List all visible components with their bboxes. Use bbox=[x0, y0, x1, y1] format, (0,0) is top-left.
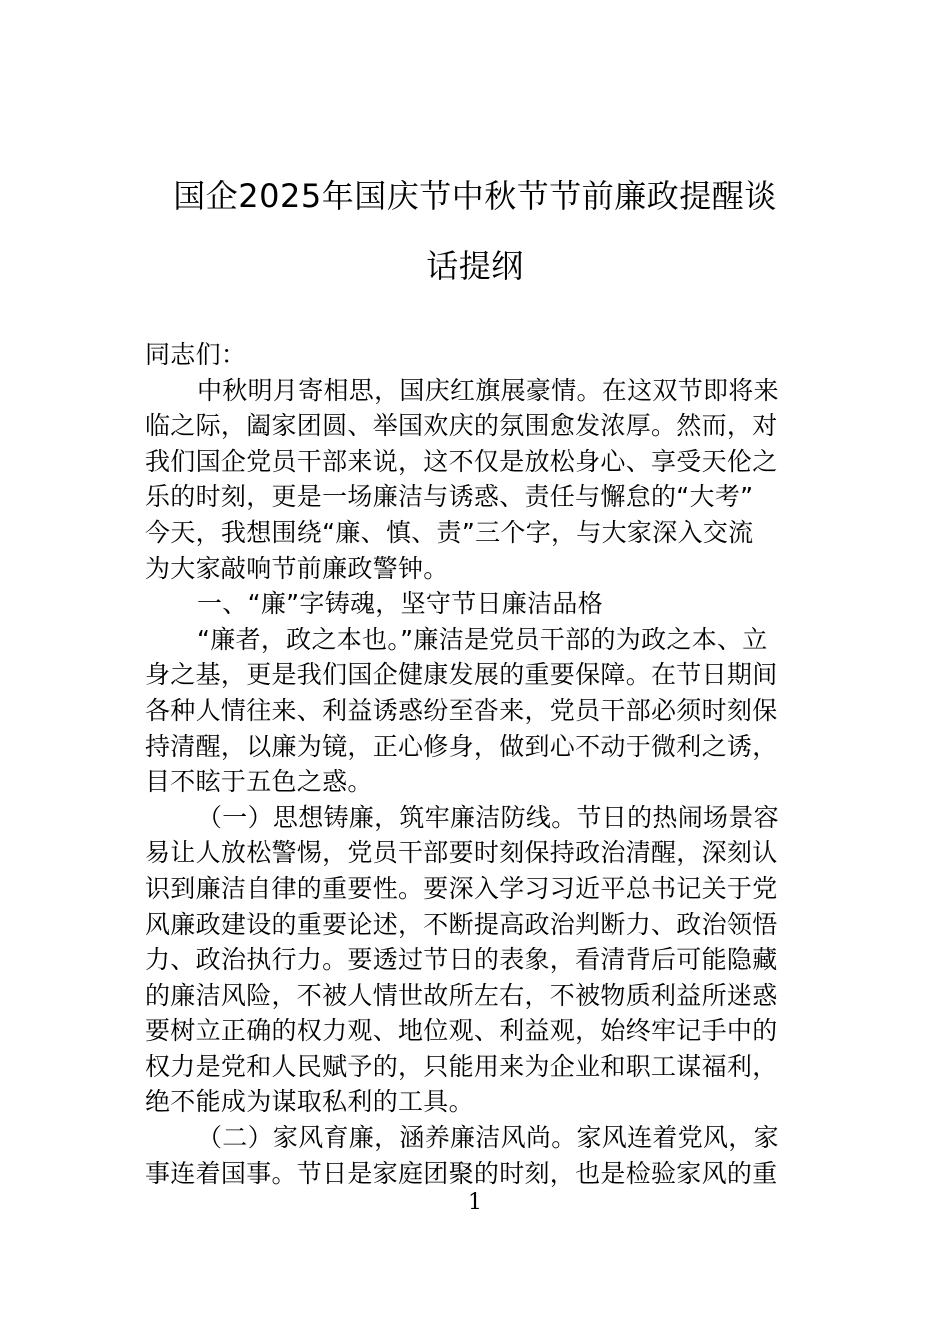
paragraph-line: 事连着国事。节日是家庭团聚的时刻，也是检验家风的重 bbox=[145, 1158, 778, 1188]
subsection-line: （二）家风育廉，涵养廉洁风尚。家风连着党风，家 bbox=[197, 1123, 779, 1153]
paragraph-line: 持清醒，以廉为镜，正心修身，做到心不动于微利之诱， bbox=[145, 731, 778, 761]
paragraph-line: 今天，我想围绕“廉、慎、责”三个字，与大家深入交流 bbox=[145, 517, 754, 547]
paragraph-line: 我们国企党员干部来说，这不仅是放松身心、享受天伦之 bbox=[145, 446, 778, 476]
paragraph-line: 权力是党和人民赋予的，只能用来为企业和职工谋福利， bbox=[145, 1051, 778, 1081]
document-title-line-2: 话提纲 bbox=[426, 247, 524, 285]
paragraph-line: 各种人情往来、利益诱惑纷至沓来，党员干部必须时刻保 bbox=[145, 695, 778, 725]
paragraph-line: 为大家敲响节前廉政警钟。 bbox=[145, 553, 449, 583]
paragraph-line: 中秋明月寄相思，国庆红旗展豪情。在这双节即将来 bbox=[197, 375, 779, 405]
paragraph-line: 易让人放松警惕，党员干部要时刻保持政治清醒，深刻认 bbox=[145, 838, 778, 868]
subsection-line: （一）思想铸廉，筑牢廉洁防线。节日的热闹场景容 bbox=[197, 802, 779, 832]
paragraph-line: 力、政治执行力。要透过节日的表象，看清背后可能隐藏 bbox=[145, 945, 778, 975]
section-heading: 一、“廉”字铸魂，坚守节日廉洁品格 bbox=[197, 589, 604, 619]
paragraph-line: 要树立正确的权力观、地位观、利益观，始终牢记手中的 bbox=[145, 1016, 778, 1046]
document-body bbox=[145, 337, 815, 1191]
paragraph-line: “廉者，政之本也。”廉洁是党员干部的为政之本、立 bbox=[197, 624, 768, 654]
paragraph-line: 身之基，更是我们国企健康发展的重要保障。在节日期间 bbox=[145, 660, 778, 690]
page-number: 1 bbox=[468, 1190, 482, 1215]
paragraph-line: 乐的时刻，更是一场廉洁与诱惑、责任与懈怠的“大考” bbox=[145, 482, 754, 512]
paragraph-line: 临之际，阖家团圆、举国欢庆的氛围愈发浓厚。然而，对 bbox=[145, 411, 778, 441]
paragraph-line: 目不眩于五色之惑。 bbox=[145, 767, 373, 797]
document-title-line-1: 国企2025年国庆节中秋节节前廉政提醒谈 bbox=[173, 177, 777, 215]
paragraph-line: 识到廉洁自律的重要性。要深入学习习近平总书记关于党 bbox=[145, 873, 778, 903]
paragraph-line: 绝不能成为谋取私利的工具。 bbox=[145, 1087, 474, 1117]
salutation: 同志们： bbox=[145, 340, 247, 369]
paragraph-line: 风廉政建设的重要论述，不断提高政治判断力、政治领悟 bbox=[145, 909, 778, 939]
paragraph-line: 的廉洁风险，不被人情世故所左右，不被物质利益所迷惑 bbox=[145, 980, 778, 1010]
